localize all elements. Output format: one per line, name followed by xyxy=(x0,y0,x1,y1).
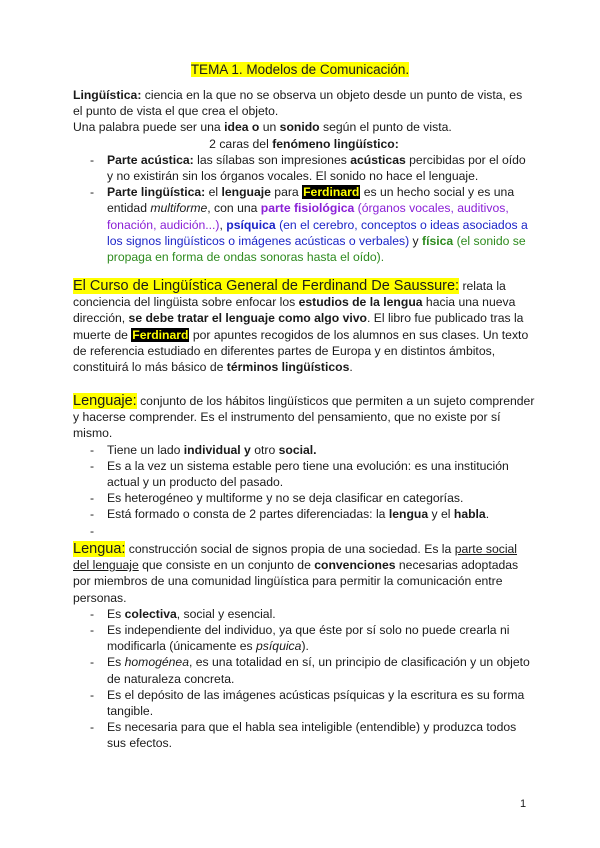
idea-sonido-line: Una palabra puede ser una idea o un sonido según el punto de vista. xyxy=(73,120,452,135)
lenguaje-definition: Lenguaje: conjunto de los hábitos lingüísticos que permiten a un sujeto comprender y hacerse comprender. Es el instrumento del pensamiento, que no existe por sí mismo. xyxy=(73,393,535,441)
lenguaje-heading: Lenguaje: xyxy=(73,393,137,409)
page-number: 1 xyxy=(520,798,527,810)
list-item: - Es heterogéneo y multiforme y no se deja clasificar en categorías. xyxy=(73,490,535,506)
section-lenguaje xyxy=(73,393,535,539)
list-item: - Tiene un lado individual y otro social. xyxy=(73,442,535,458)
list-item: - Es necesaria para que el habla sea inteligible (entendible) y produzca todos sus efectos. xyxy=(73,719,535,751)
list-item: - Está formado o consta de 2 partes diferenciadas: la lengua y el habla. xyxy=(73,506,535,522)
list-item-empty xyxy=(73,523,535,539)
section-curso xyxy=(73,278,535,375)
curso-heading: El Curso de Lingüística General de Ferdinand De Saussure: xyxy=(73,278,460,294)
list-item: - Es colectiva, social y esencial. xyxy=(73,606,535,622)
lengua-definition: Lengua: construcción social de signos propia de una sociedad. Es la parte social del lenguaje que consiste en un conjunto de convenciones necesarias adoptadas por miembros de una comunidad lingüística para permitir la comunicación entre personas. xyxy=(73,541,519,605)
curso-paragraph: El Curso de Lingüística General de Ferdinand De Saussure: relata la conciencia del lingüista sobre enfocar los estudios de la lengua hacia una nueva dirección, se debe tratar el lenguaje como algo vivo. El libro fue publicado tras la muerte de Ferdinard por apuntes recogidos de los alumnos en sus clases. Un texto de referencia estudiado en diferentes partes de Europa y en distintos ámbitos, constituirá lo más básico de términos lingüísticos. xyxy=(73,278,529,375)
lengua-list xyxy=(73,606,535,752)
linguistica-definition: Lingüística: ciencia en la que no se observa un objeto desde un punto de vista, es el punto de vista el que crea el objeto. xyxy=(73,88,523,119)
ferdinard-highlight: Ferdinard xyxy=(303,185,360,200)
two-faces-heading: 2 caras del fenómeno lingüístico: xyxy=(209,136,399,151)
ferdinard-highlight: Ferdinard xyxy=(132,327,189,342)
lengua-heading: Lengua: xyxy=(73,541,126,557)
list-item: - Parte acústica: las sílabas son impresiones acústicas percibidas por el oído y no existirán sin los órganos vocales. El sonido no hace el lenguaje. xyxy=(73,152,535,184)
lenguaje-list xyxy=(73,442,535,539)
list-item: - Es independiente del individuo, ya que éste por sí solo no puede crearla ni modificarla (únicamente es psíquica). xyxy=(73,622,535,654)
list-item: - Es homogénea, es una totalidad en sí, un principio de clasificación y un objeto de naturaleza concreta. xyxy=(73,654,535,686)
section-linguistica xyxy=(73,87,535,265)
list-item: - Es el depósito de las imágenes acústicas psíquicas y la escritura es su forma tangible. xyxy=(73,687,535,719)
page-title: TEMA 1. Modelos de Comunicación. xyxy=(190,62,410,77)
list-item: - Es a la vez un sistema estable pero tiene una evolución: es una institución actual y un producto del pasado. xyxy=(73,458,535,490)
section-lengua xyxy=(73,541,535,752)
list-item: - Parte lingüística: el lenguaje para Ferdinard es un hecho social y es una entidad multiforme, con una parte fisiológica (órganos vocales, auditivos, fonación, audición...), psíquica (en el cerebro, conceptos o ideas asociados a los signos lingüísticos o imágenes acústicas o verbales) y física (el sonido se propaga en forma de ondas sonoras hasta el oído). xyxy=(73,184,535,265)
faces-list xyxy=(73,152,535,265)
